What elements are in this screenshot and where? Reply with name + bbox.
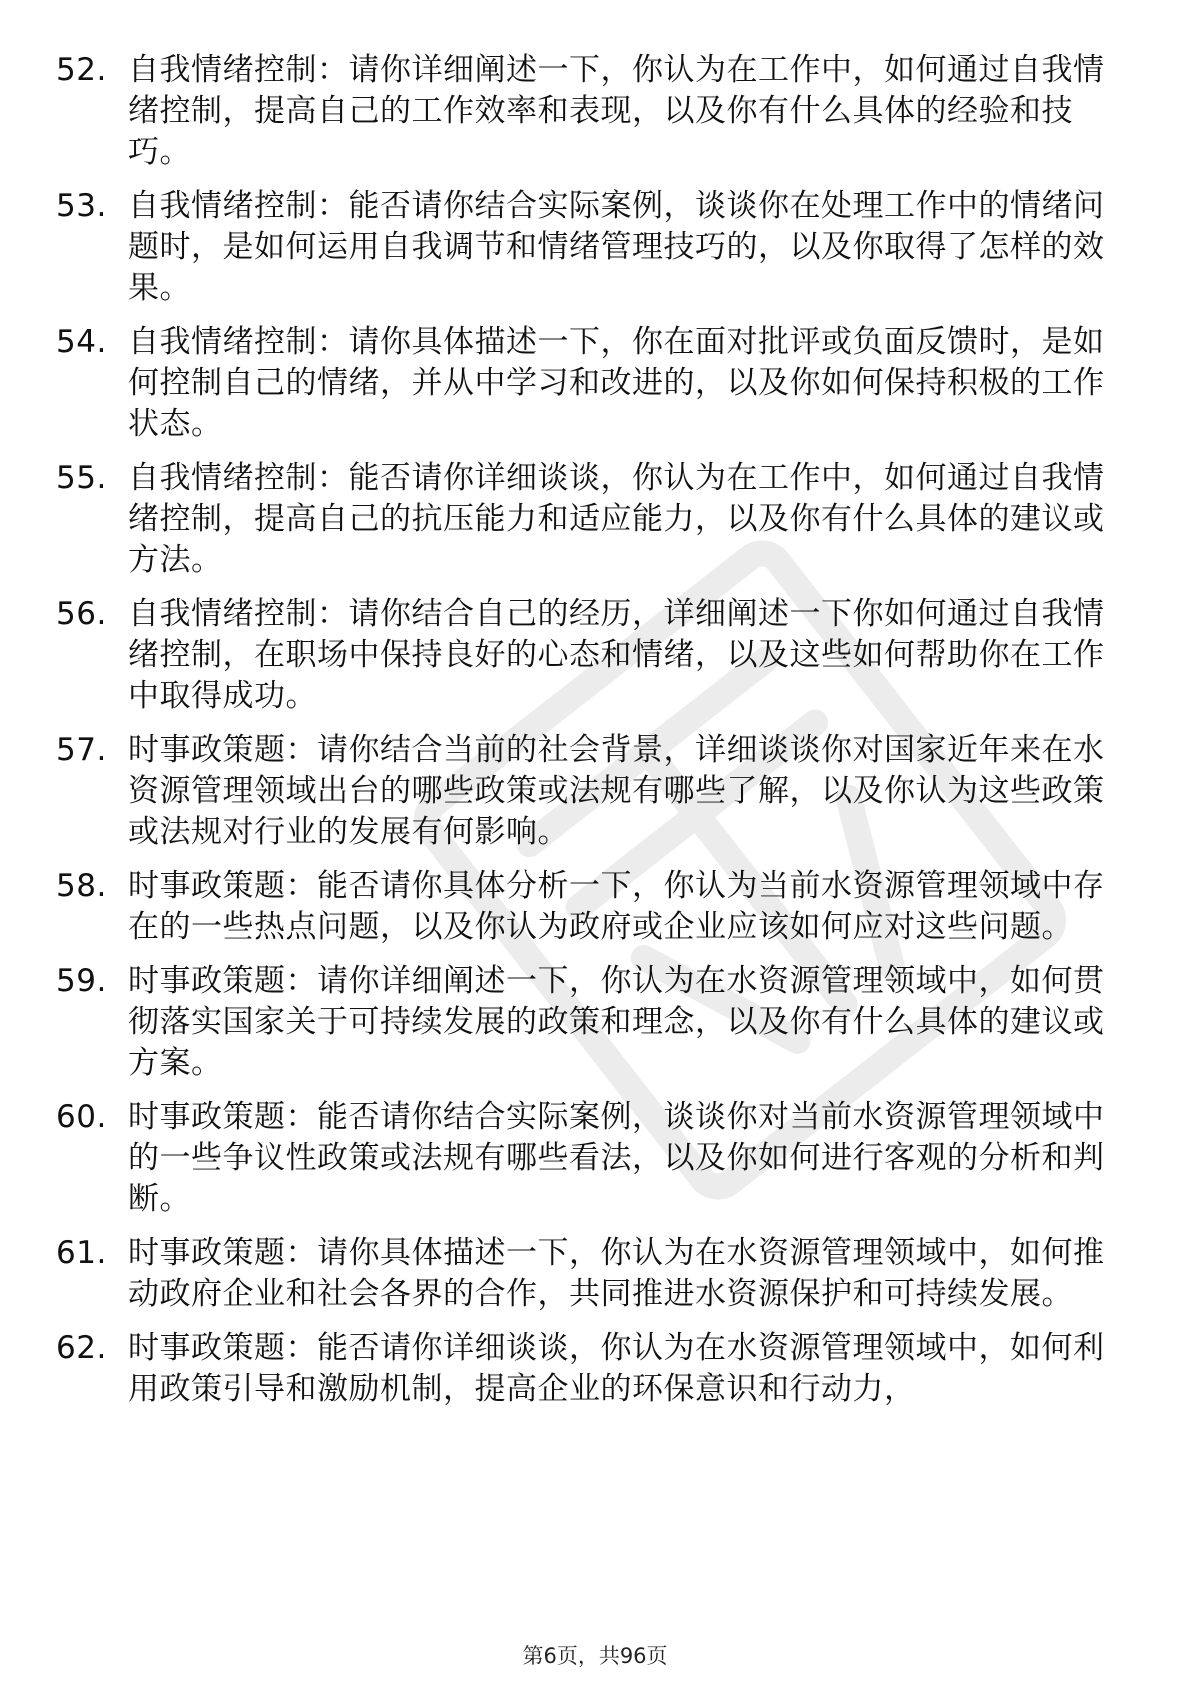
question-item (56, 458, 1116, 581)
question-text: 时事政策题：能否请你详细谈谈，你认为在水资源管理领域中，如何利用政策引导和激励机制，提高企业的环保意识和行动力， (128, 1330, 1105, 1407)
page-footer (0, 1640, 1190, 1670)
question-text: 时事政策题：能否请你结合实际案例，谈谈你对当前水资源管理领域中的一些争议性政策或法规有哪些看法，以及你如何进行客观的分析和判断。 (128, 1099, 1105, 1217)
question-item (56, 50, 1116, 173)
question-number: 54. (56, 324, 107, 360)
page-indicator: 第6页，共96页 (522, 1644, 668, 1668)
question-text: 自我情绪控制：请你具体描述一下，你在面对批评或负面反馈时，是如何控制自己的情绪，并从中学习和改进的，以及你如何保持积极的工作状态。 (128, 324, 1105, 442)
question-number: 53. (56, 188, 107, 224)
question-number: 60. (56, 1099, 107, 1135)
question-text: 时事政策题：请你具体描述一下，你认为在水资源管理领域中，如何推动政府企业和社会各界的合作，共同推进水资源保护和可持续发展。 (128, 1235, 1105, 1312)
question-text: 自我情绪控制：请你详细阐述一下，你认为在工作中，如何通过自我情绪控制，提高自己的工作效率和表现，以及你有什么具体的经验和技巧。 (128, 52, 1105, 170)
question-item (56, 730, 1116, 853)
question-text: 时事政策题：请你结合当前的社会背景，详细谈谈你对国家近年来在水资源管理领域出台的哪些政策或法规有哪些了解，以及你认为这些政策或法规对行业的发展有何影响。 (128, 732, 1105, 850)
question-number: 58. (56, 868, 107, 904)
question-list (56, 50, 1116, 1423)
question-text: 自我情绪控制：请你结合自己的经历，详细阐述一下你如何通过自我情绪控制，在职场中保持良好的心态和情绪，以及这些如何帮助你在工作中取得成功。 (128, 596, 1105, 714)
question-item (56, 1233, 1116, 1315)
question-number: 62. (56, 1330, 107, 1366)
question-item (56, 1328, 1116, 1410)
question-number: 61. (56, 1235, 107, 1271)
question-text: 时事政策题：能否请你具体分析一下，你认为当前水资源管理领域中存在的一些热点问题，以及你认为政府或企业应该如何应对这些问题。 (128, 868, 1105, 945)
question-item (56, 1097, 1116, 1220)
question-text: 自我情绪控制：能否请你详细谈谈，你认为在工作中，如何通过自我情绪控制，提高自己的抗压能力和适应能力，以及你有什么具体的建议或方法。 (128, 460, 1105, 578)
question-number: 57. (56, 732, 107, 768)
question-item (56, 961, 1116, 1084)
question-number: 59. (56, 963, 107, 999)
question-number: 55. (56, 460, 107, 496)
question-text: 时事政策题：请你详细阐述一下，你认为在水资源管理领域中，如何贯彻落实国家关于可持续发展的政策和理念，以及你有什么具体的建议或方案。 (128, 963, 1105, 1081)
question-item (56, 594, 1116, 717)
question-number: 56. (56, 596, 107, 632)
question-text: 自我情绪控制：能否请你结合实际案例，谈谈你在处理工作中的情绪问题时，是如何运用自我调节和情绪管理技巧的，以及你取得了怎样的效果。 (128, 188, 1105, 306)
question-item (56, 322, 1116, 445)
question-item (56, 186, 1116, 309)
question-item (56, 866, 1116, 948)
question-number: 52. (56, 52, 107, 88)
